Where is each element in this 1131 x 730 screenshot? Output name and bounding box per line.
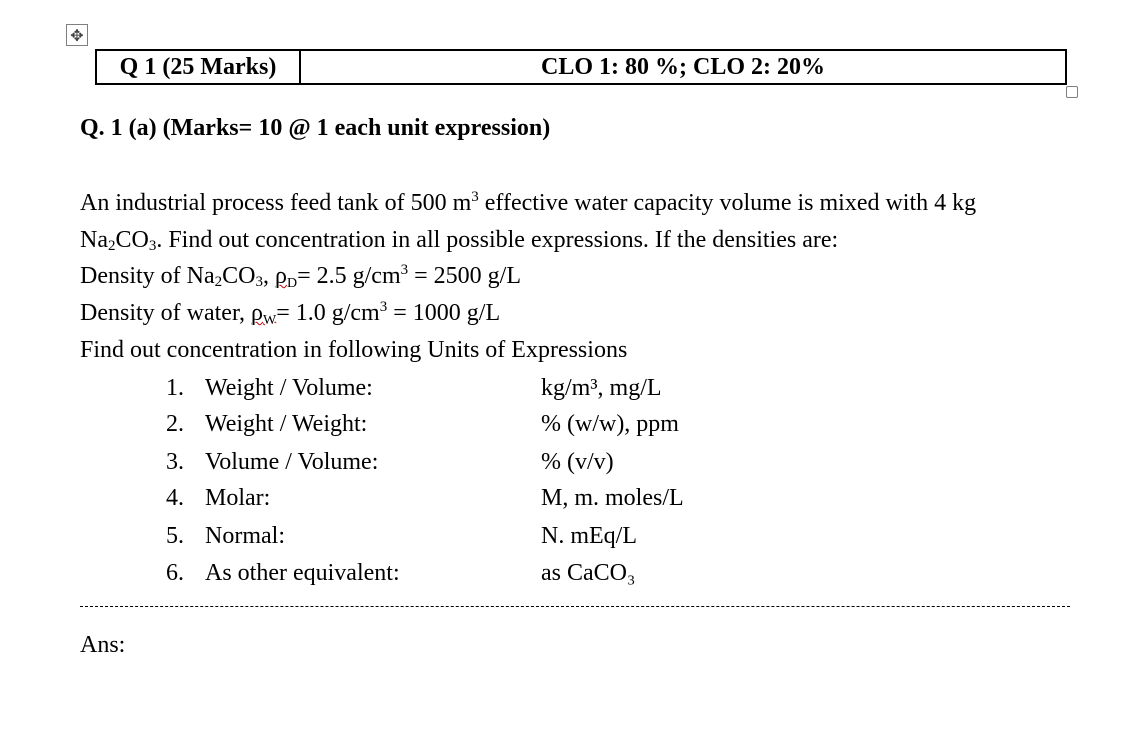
rho-d-symbol: $\rho_D$: [274, 263, 298, 291]
answer-label: Ans:: [80, 632, 126, 658]
problem-line-1: An industrial process feed tank of 500 $m^3$ effective water capacity volume is mixed with 4 kg: [80, 189, 977, 216]
header-table: [95, 49, 1067, 85]
density-na2co3-line: Density of $Na_2CO_3$, $\rho_D= 2.5$ $g/cm^3 = 2500$ g/L: [80, 262, 521, 291]
rho-w-symbol: $\rho_W$: [251, 300, 277, 328]
density-water-line: Density of water, $\rho_W= 1.0$ $g/cm^3 = 1000$ g/L: [80, 299, 501, 328]
separator-dashed-line: [80, 606, 1070, 607]
table-move-handle-icon[interactable]: ✥: [66, 24, 88, 46]
subquestion-heading: Q. 1 (a) (Marks= 10 @ 1 each unit expression): [80, 115, 551, 141]
problem-line-2: $Na_2CO_3$. Find out concentration in all possible expressions. If the densities are:: [80, 227, 839, 254]
find-out-line: Find out concentration in following Units of Expressions: [80, 337, 628, 363]
table-resize-handle-icon[interactable]: [1066, 86, 1078, 98]
normal-unit: N. mEq/L: [541, 523, 637, 549]
clo-cell: CLO 1: 80 %; CLO 2: 20%: [300, 50, 1066, 84]
question-marks-cell: Q 1 (25 Marks): [96, 50, 300, 84]
